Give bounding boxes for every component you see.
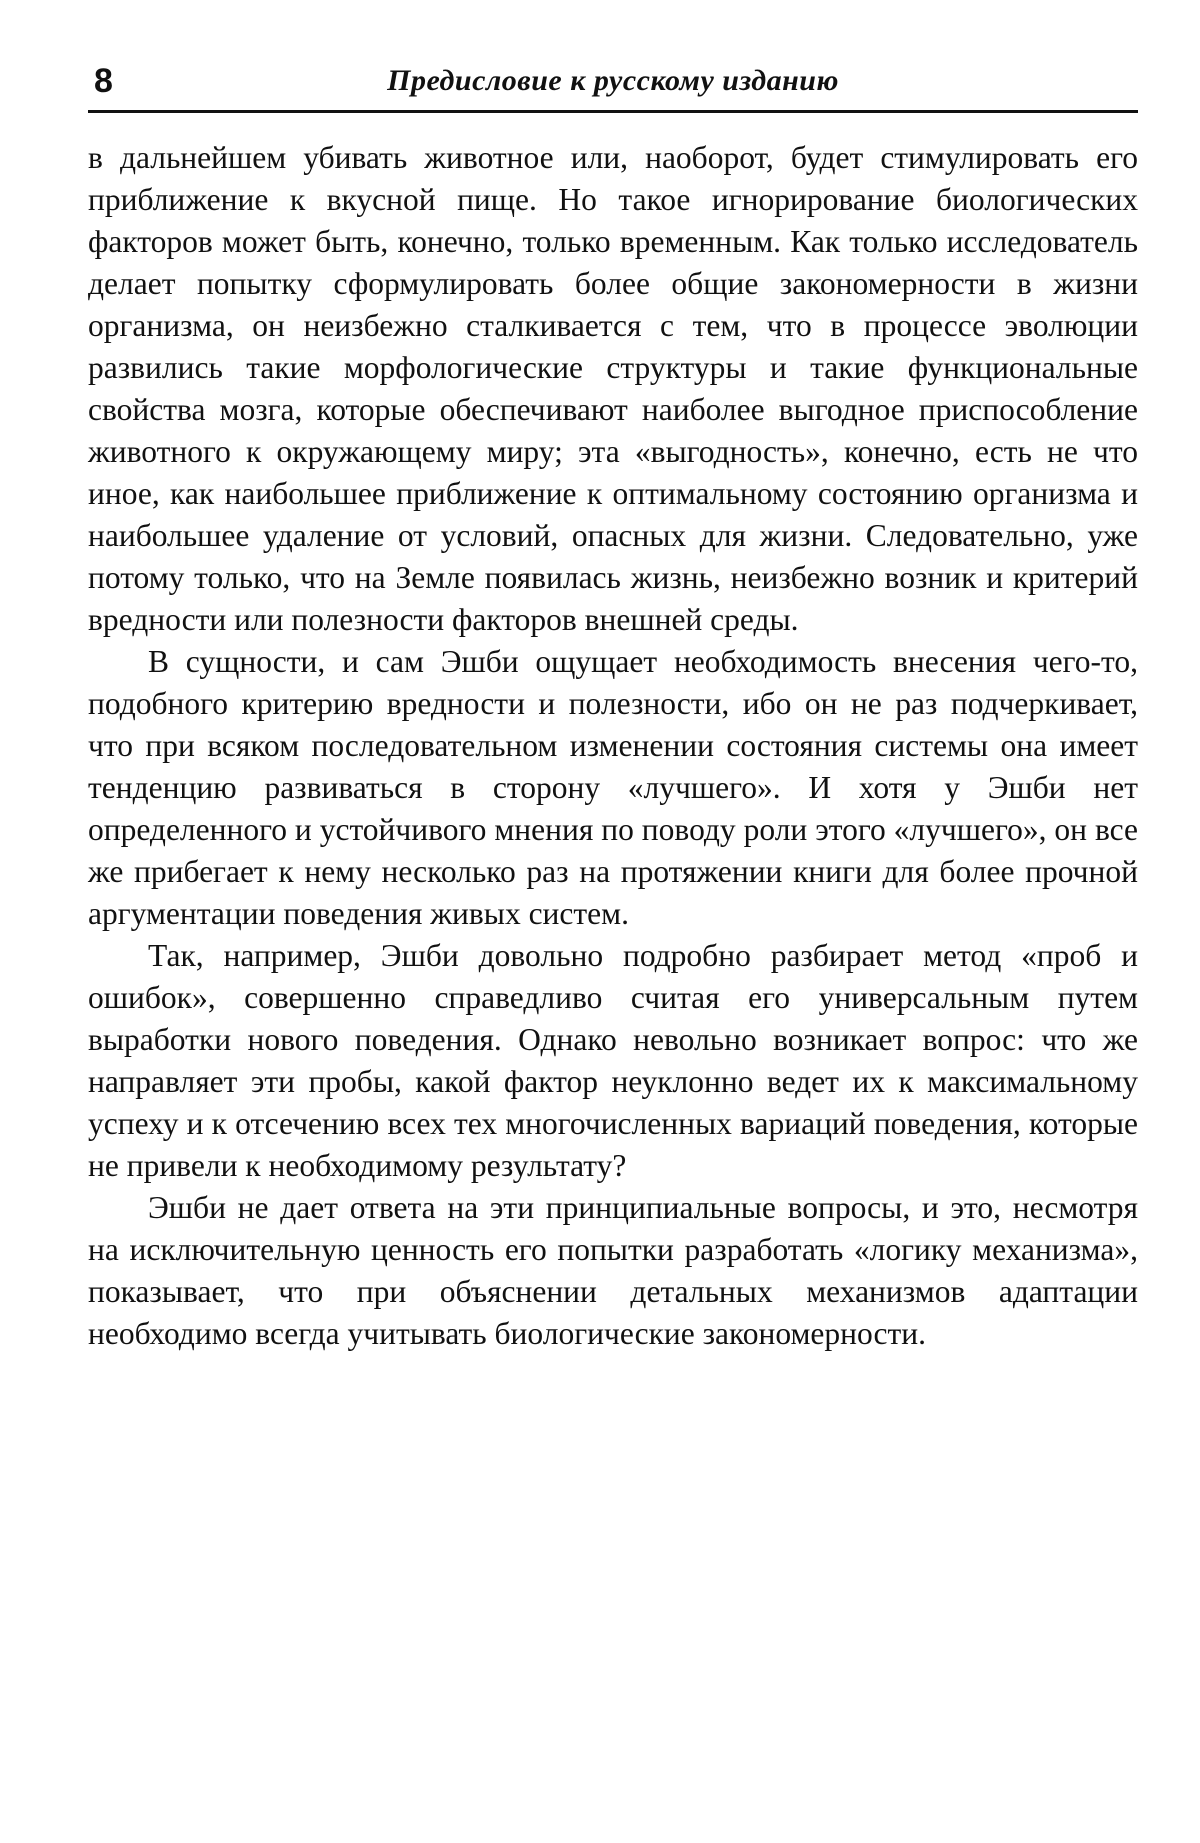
running-title: Предисловие к русскому изданию <box>387 64 839 97</box>
running-head <box>88 60 1138 113</box>
book-page <box>88 60 1138 1820</box>
paragraph-2: В сущности, и сам Эшби ощущает необходимость внесения чего-то, подобного критерию вредности и полезности, ибо он не раз подчеркивает, что при всяком последовательном изменении состояния системы она имеет тенденцию развиваться в сторону «лучшего». И хотя у Эшби нет определенного и устойчивого мнения по поводу роли этого «лучшего», он все же прибегает к нему несколько раз на протяжении книги для более прочной аргументации поведения живых систем. <box>88 644 1138 931</box>
paragraph-4: Эшби не дает ответа на эти принципиальные вопросы, и это, несмотря на исключительную ценность его попытки разработать «логику механизма», показывает, что при объяснении детальных механизмов адаптации необходимо всегда учитывать биологические закономерности. <box>88 1190 1138 1351</box>
paragraph-1: в дальнейшем убивать животное или, наоборот, будет стимулировать его приближение к вкусной пище. Но такое игнорирование биологических факторов может быть, конечно, только временным. Как только исследователь делает попытку сформулировать более общие закономерности в жизни организма, он неизбежно сталкивается с тем, что в процессе эволюции развились такие морфологические структуры и такие функциональные свойства мозга, которые обеспечивают наиболее выгодное приспособление животного к окружающему миру; эта «выгодность», конечно, есть не что иное, как наибольшее приближение к оптимальному состоянию организма и наибольшее удаление от условий, опасных для жизни. Следовательно, уже потому только, что на Земле появилась жизнь, неизбежно возник и критерий вредности или полезности факторов внешней среды. <box>88 140 1138 637</box>
page-number: 8 <box>94 62 113 100</box>
body-text <box>88 137 1138 1355</box>
paragraph-3: Так, например, Эшби довольно подробно разбирает метод «проб и ошибок», совершенно справедливо считая его универсальным путем выработки нового поведения. Однако невольно возникает вопрос: что же направляет эти пробы, какой фактор неуклонно ведет их к максимальному успеху и к отсечению всех тех многочисленных вариаций поведения, которые не привели к необходимому результату? <box>88 938 1138 1183</box>
